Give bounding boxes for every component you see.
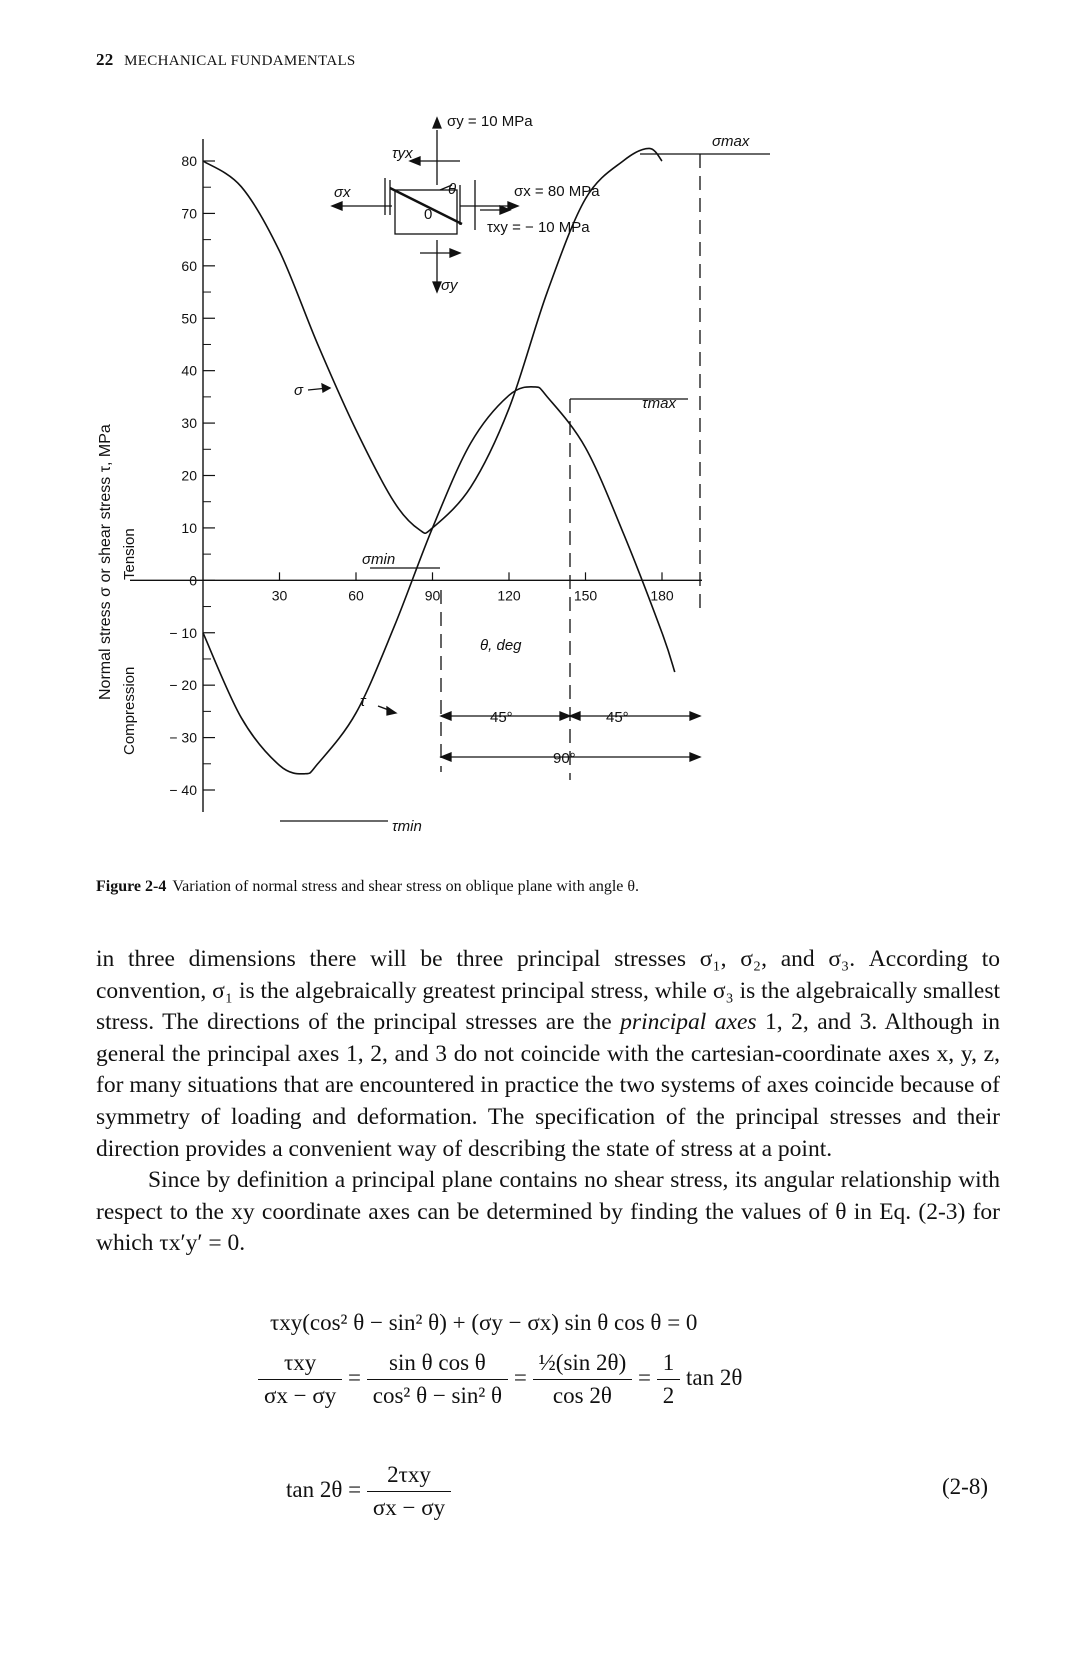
equation-1: τxy(cos² θ − sin² θ) + (σy − σx) sin θ cos θ = 0 bbox=[270, 1310, 698, 1335]
inset-sigma-y-bottom: σy bbox=[441, 277, 458, 294]
eq2-fraction-4 bbox=[657, 1350, 681, 1409]
running-title: MECHANICAL FUNDAMENTALS bbox=[124, 53, 356, 69]
sigma-max-label: σmax bbox=[712, 133, 750, 150]
paragraph-1 bbox=[96, 944, 1000, 1165]
y-tick-label: 40 bbox=[181, 362, 197, 379]
tau-min-label: τmin bbox=[392, 818, 422, 835]
y-tick-label: − 30 bbox=[169, 729, 197, 746]
y-axis-tension: Tension bbox=[121, 528, 138, 580]
x-tick-label: 60 bbox=[348, 587, 364, 604]
y-tick-label: 80 bbox=[181, 153, 197, 169]
x-tick-label: 180 bbox=[650, 587, 674, 604]
eq3-fraction bbox=[367, 1462, 451, 1521]
equation-number: (2-8) bbox=[942, 1474, 988, 1499]
eq2-fraction-1 bbox=[258, 1350, 342, 1409]
eq2-f1-num: τxy bbox=[258, 1350, 342, 1380]
inset-theta: θ bbox=[448, 181, 457, 198]
inset-tau-yx: τyx bbox=[392, 145, 413, 162]
eq2-fraction-2 bbox=[367, 1350, 508, 1409]
inset-sigma-y: σy = 10 MPa bbox=[447, 113, 533, 130]
figure-caption bbox=[96, 878, 639, 896]
chart-series bbox=[203, 148, 675, 773]
y-tick-label: 70 bbox=[181, 205, 197, 222]
equation-2: $\frac{\text{τxy}}{\sigma x - \sigma y}$ = $\frac{\text{sin θ cos θ}}{\text{cos² θ − sin² θ}}$ = $\frac{\text{½(sin 2θ)}}{\cos 2\theta}$ = $\frac{1}{2}$ tan 2θ bbox=[258, 1350, 742, 1409]
caption-label: Figure 2-4 bbox=[96, 878, 167, 895]
tau-max-label: τmax bbox=[642, 395, 676, 412]
tau-curve-label: τ bbox=[360, 693, 366, 710]
eq3-lhs: tan 2θ = bbox=[286, 1476, 362, 1502]
eq2-f2-den: cos² θ − sin² θ bbox=[372, 1383, 503, 1408]
eq2-f4-den: 2 bbox=[662, 1383, 675, 1408]
eq3-num: 2τxy bbox=[367, 1462, 451, 1492]
eq2-f1-den: σx − σy bbox=[264, 1383, 337, 1408]
paragraph-1-rest: 1, 2, and 3. Although in general the principal axes 1, 2, and 3 do not coincide with the cartesian-coordinate axes x, y, z, for many situations that are encountered in practice the two systems of axes coincide because of symmetry of loading and deformation. The specification of the principal stresses and their direction provides a convenient way of describing the state of stress at a point. bbox=[96, 1009, 1000, 1162]
eq2-f2-num: sin θ cos θ bbox=[367, 1350, 508, 1380]
eq2-tail: tan 2θ bbox=[685, 1364, 743, 1390]
x-tick-label: 90 bbox=[424, 587, 441, 604]
eq2-f3-den: cos 2θ bbox=[552, 1383, 612, 1408]
y-axis-label: Normal stress σ or shear stress τ, MPa bbox=[97, 424, 114, 700]
inset-sigma-x-left: σx bbox=[334, 184, 351, 201]
paragraph-1-start: in three dimensions there will be three principal stresses σ₁, σ₂, and σ₃. According to convention, σ₁ is the algebraically greatest principal stress, while σ₃ is the algebraically smallest stress. The directions of the principal stresses are the bbox=[96, 946, 1000, 1036]
dim-90: 90° bbox=[553, 750, 576, 767]
paragraph-1-italic: principal axes bbox=[620, 1009, 757, 1036]
eq2-fraction-3 bbox=[533, 1350, 633, 1409]
y-tick-label: 20 bbox=[181, 467, 197, 484]
y-tick-label: 60 bbox=[181, 257, 197, 274]
y-tick-label: 50 bbox=[181, 310, 197, 327]
page-number: 22 bbox=[96, 50, 114, 69]
y-tick-label: 0 bbox=[189, 572, 197, 589]
eq2-f3-num: ½(sin 2θ) bbox=[533, 1350, 633, 1380]
caption-text: Variation of normal stress and shear stress on oblique plane with angle θ. bbox=[172, 878, 640, 895]
inset-sigma-x-right: σx = 80 MPa bbox=[514, 183, 600, 200]
x-axis-label: θ, deg bbox=[480, 637, 522, 654]
inset-tau-xy: τxy = − 10 MPa bbox=[487, 219, 590, 236]
sigma-curve-label: σ bbox=[294, 382, 304, 399]
paragraph-2: Since by definition a principal plane contains no shear stress, its angular relationship with respect to the xy coordinate axes can be determined by finding the values of θ in Eq. (2-3) for which τx′y′ = 0. bbox=[96, 1167, 1000, 1257]
dim-45-b: 45° bbox=[606, 709, 629, 726]
eq2-f4-num: 1 bbox=[657, 1350, 681, 1380]
y-tick-label: − 40 bbox=[169, 782, 197, 798]
dim-45-a: 45° bbox=[490, 709, 513, 726]
x-tick-label: 30 bbox=[271, 587, 288, 604]
eq3-den: σx − σy bbox=[372, 1495, 446, 1520]
y-tick-label: − 10 bbox=[169, 624, 197, 641]
y-tick-label: − 20 bbox=[169, 677, 197, 694]
equation-3 bbox=[286, 1462, 451, 1521]
inset-origin: 0 bbox=[424, 206, 433, 223]
y-tick-label: 10 bbox=[181, 519, 197, 536]
x-tick-label: 120 bbox=[497, 587, 521, 604]
body-text bbox=[96, 944, 1000, 1260]
x-tick-label: 150 bbox=[573, 587, 598, 604]
sigma-min-label: σmin bbox=[362, 551, 396, 568]
y-axis-compression: Compression bbox=[121, 666, 138, 755]
y-tick-label: 30 bbox=[181, 415, 197, 432]
